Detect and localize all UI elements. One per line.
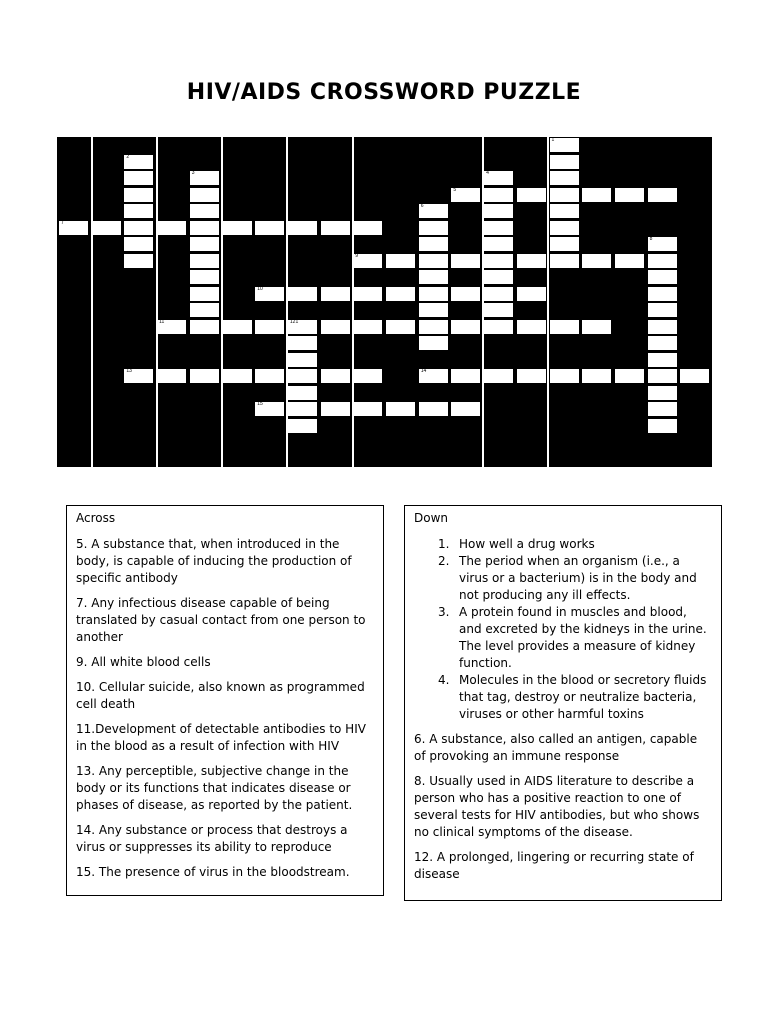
grid-cell[interactable] (190, 237, 219, 251)
grid-cell[interactable] (386, 402, 415, 416)
grid-cell[interactable] (550, 171, 579, 185)
grid-cell[interactable] (615, 369, 644, 383)
grid-cell[interactable] (321, 320, 350, 334)
grid-cell[interactable] (419, 402, 448, 416)
grid-cell[interactable] (550, 320, 579, 334)
grid-cell[interactable] (321, 287, 350, 301)
grid-cell[interactable] (223, 221, 252, 235)
grid-cell[interactable] (124, 155, 153, 169)
across-clue: 14. Any substance or process that destroys a virus or suppresses its ability to reproduce (76, 823, 348, 854)
down-list-item (414, 604, 712, 672)
grid-cell[interactable] (517, 188, 546, 202)
grid-cell[interactable] (190, 303, 219, 317)
grid-divider (221, 137, 223, 467)
across-heading: Across (76, 511, 116, 525)
grid-cell[interactable] (648, 353, 677, 367)
grid-divider (547, 137, 549, 467)
grid-cell[interactable] (648, 303, 677, 317)
grid-cell[interactable] (190, 188, 219, 202)
grid-cell[interactable] (419, 320, 448, 334)
grid-cell[interactable] (223, 320, 252, 334)
grid-cell[interactable] (190, 270, 219, 284)
grid-cell[interactable] (419, 221, 448, 235)
grid-cell[interactable] (517, 287, 546, 301)
clue-number: 10 (257, 285, 263, 292)
grid-cell[interactable] (484, 303, 513, 317)
grid-cell[interactable] (517, 320, 546, 334)
across-clue: 13. Any perceptible, subjective change in the body or its functions that indicates disease or phases of disease, as reported by the patient. (76, 764, 353, 812)
list-number: 4. (438, 673, 450, 687)
down-heading: Down (414, 511, 449, 525)
grid-cell[interactable] (582, 369, 611, 383)
grid-cell[interactable] (190, 287, 219, 301)
grid-cell[interactable] (419, 369, 448, 383)
across-clue: 5. A substance that, when introduced in the body, is capable of inducing the production of specific antibody (76, 537, 352, 585)
grid-cell[interactable] (321, 221, 350, 235)
grid-cell[interactable] (353, 320, 382, 334)
grid-cell[interactable] (517, 369, 546, 383)
grid-cell[interactable] (582, 254, 611, 268)
clue-number: 121 (289, 318, 299, 325)
grid-cell[interactable] (157, 369, 186, 383)
grid-cell[interactable] (550, 204, 579, 218)
grid-cell[interactable] (419, 287, 448, 301)
clue-number: 15 (257, 401, 263, 407)
down-clue: 12. A prolonged, lingering or recurring state of disease (414, 850, 694, 881)
grid-cell[interactable] (680, 369, 709, 383)
grid-cell[interactable] (255, 287, 284, 301)
down-clue-text: The period when an organism (i.e., a virus or a bacterium) is in the body and not producing any ill effects. (459, 554, 697, 602)
grid-cell[interactable] (550, 254, 579, 268)
grid-cell[interactable] (517, 254, 546, 268)
clue-number: 2 (126, 153, 130, 160)
clue-number: 9 (355, 252, 359, 259)
down-clues-box (404, 505, 722, 901)
across-clue: 11.Development of detectable antibodies to HIV in the blood as a result of infection with HIV (76, 722, 366, 753)
grid-cell[interactable] (419, 303, 448, 317)
grid-cell[interactable] (190, 254, 219, 268)
grid-cell[interactable] (288, 221, 317, 235)
across-clue: 15. The presence of virus in the bloodstream. (76, 865, 350, 879)
grid-cell[interactable] (615, 254, 644, 268)
grid-cell[interactable] (451, 320, 480, 334)
grid-cell[interactable] (255, 402, 284, 416)
grid-cell[interactable] (648, 336, 677, 350)
grid-cell[interactable] (484, 369, 513, 383)
grid-cell[interactable] (648, 402, 677, 416)
clue-number: 6 (420, 203, 424, 209)
grid-cell[interactable] (288, 386, 317, 400)
grid-cell[interactable] (353, 369, 382, 383)
grid-cell[interactable] (124, 369, 153, 383)
grid-divider (352, 137, 354, 467)
grid-cell[interactable] (255, 221, 284, 235)
grid-cell[interactable] (124, 188, 153, 202)
grid-cell[interactable] (190, 221, 219, 235)
crossword-grid (57, 137, 712, 467)
grid-cell[interactable] (582, 188, 611, 202)
grid-cell[interactable] (484, 254, 513, 268)
grid-cell[interactable] (550, 369, 579, 383)
grid-cell[interactable] (484, 237, 513, 251)
list-number: 2. (438, 554, 450, 568)
across-clue: 9. All white blood cells (76, 655, 211, 669)
grid-cell[interactable] (353, 402, 382, 416)
grid-cell[interactable] (190, 369, 219, 383)
grid-cell[interactable] (419, 254, 448, 268)
grid-cell[interactable] (288, 369, 317, 383)
grid-cell[interactable] (451, 402, 480, 416)
clue-number: 1 (551, 137, 555, 143)
grid-cell[interactable] (321, 402, 350, 416)
clue-number: 5 (453, 186, 457, 193)
down-list-item (414, 536, 712, 553)
grid-cell[interactable] (288, 320, 317, 334)
grid-cell[interactable] (451, 254, 480, 268)
grid-divider (482, 137, 484, 467)
grid-cell[interactable] (353, 254, 382, 268)
grid-cell[interactable] (484, 270, 513, 284)
across-clues-box (66, 505, 384, 896)
grid-cell[interactable] (288, 287, 317, 301)
grid-cell[interactable] (550, 221, 579, 235)
grid-cell[interactable] (419, 204, 448, 218)
grid-cell[interactable] (648, 320, 677, 334)
grid-cell[interactable] (550, 138, 579, 152)
grid-cell[interactable] (386, 320, 415, 334)
grid-cell[interactable] (124, 237, 153, 251)
grid-cell[interactable] (321, 369, 350, 383)
grid-cell[interactable] (190, 204, 219, 218)
grid-cell[interactable] (157, 221, 186, 235)
grid-cell[interactable] (648, 188, 677, 202)
grid-cell[interactable] (550, 237, 579, 251)
grid-cell[interactable] (484, 188, 513, 202)
clue-number: 7 (61, 219, 64, 226)
grid-cell[interactable] (288, 402, 317, 416)
clue-number: 14 (420, 368, 427, 374)
grid-cell[interactable] (484, 320, 513, 334)
grid-cell[interactable] (451, 287, 480, 301)
down-clue: 6. A substance, also called an antigen, capable of provoking an immune response (414, 732, 698, 763)
grid-cell[interactable] (648, 287, 677, 301)
grid-cell[interactable] (648, 419, 677, 433)
grid-cell[interactable] (59, 221, 88, 235)
grid-cell[interactable] (419, 237, 448, 251)
grid-cell[interactable] (419, 270, 448, 284)
grid-cell[interactable] (648, 369, 677, 383)
grid-cell[interactable] (484, 287, 513, 301)
down-clue-text: Molecules in the blood or secretory fluids that tag, destroy or neutralize bacteria, viruses or other harmful toxins (459, 673, 707, 721)
grid-cell[interactable] (451, 188, 480, 202)
clue-number: 8 (649, 236, 653, 242)
down-list-item (414, 672, 712, 723)
grid-cell[interactable] (648, 270, 677, 284)
grid-cell[interactable] (582, 320, 611, 334)
across-clue: 7. Any infectious disease capable of being translated by casual contact from one person to another (76, 596, 366, 644)
clue-number: 4 (486, 170, 489, 176)
grid-cell[interactable] (223, 369, 252, 383)
grid-cell[interactable] (419, 336, 448, 350)
grid-cell[interactable] (124, 254, 153, 268)
grid-cell[interactable] (615, 188, 644, 202)
grid-cell[interactable] (190, 171, 219, 185)
grid-cell[interactable] (386, 254, 415, 268)
grid-cell[interactable] (451, 369, 480, 383)
clue-number: 11 (159, 318, 165, 325)
grid-cell[interactable] (255, 320, 284, 334)
grid-divider (91, 137, 93, 467)
grid-cell[interactable] (288, 419, 317, 433)
grid-divider (156, 137, 158, 467)
grid-cell[interactable] (157, 320, 186, 334)
grid-cell[interactable] (353, 287, 382, 301)
grid-cell[interactable] (124, 221, 153, 235)
grid-cell[interactable] (124, 171, 153, 185)
grid-cell[interactable] (484, 221, 513, 235)
down-clue: 8. Usually used in AIDS literature to describe a person who has a positive reaction to one of several tests for HIV antibodies, but who shows no clinical symptoms of the disease. (414, 774, 700, 839)
grid-cell[interactable] (550, 188, 579, 202)
clue-number: 3 (191, 170, 195, 176)
down-clue-text: A protein found in muscles and blood, and excreted by the kidneys in the urine. The level provides a measure of kidney function. (459, 605, 707, 670)
page-title: HIV/AIDS CROSSWORD PUZZLE (186, 80, 582, 105)
grid-cell[interactable] (648, 237, 677, 251)
grid-cell[interactable] (124, 204, 153, 218)
down-clue-text: How well a drug works (459, 537, 595, 551)
down-list-item (414, 553, 712, 604)
grid-cell[interactable] (288, 336, 317, 350)
list-number: 1. (438, 537, 450, 551)
grid-cell[interactable] (648, 254, 677, 268)
grid-cell[interactable] (92, 221, 121, 235)
grid-cell[interactable] (288, 353, 317, 367)
grid-cell[interactable] (484, 204, 513, 218)
grid-cell[interactable] (386, 287, 415, 301)
clue-number: 13 (126, 368, 132, 374)
grid-cell[interactable] (484, 171, 513, 185)
grid-cell[interactable] (550, 155, 579, 169)
list-number: 3. (438, 605, 450, 619)
across-clue: 10. Cellular suicide, also known as programmed cell death (76, 680, 365, 711)
grid-cell[interactable] (190, 320, 219, 334)
grid-divider (286, 137, 288, 467)
grid-cell[interactable] (353, 221, 382, 235)
grid-cell[interactable] (648, 386, 677, 400)
grid-cell[interactable] (255, 369, 284, 383)
down-numbered-list (414, 536, 712, 723)
